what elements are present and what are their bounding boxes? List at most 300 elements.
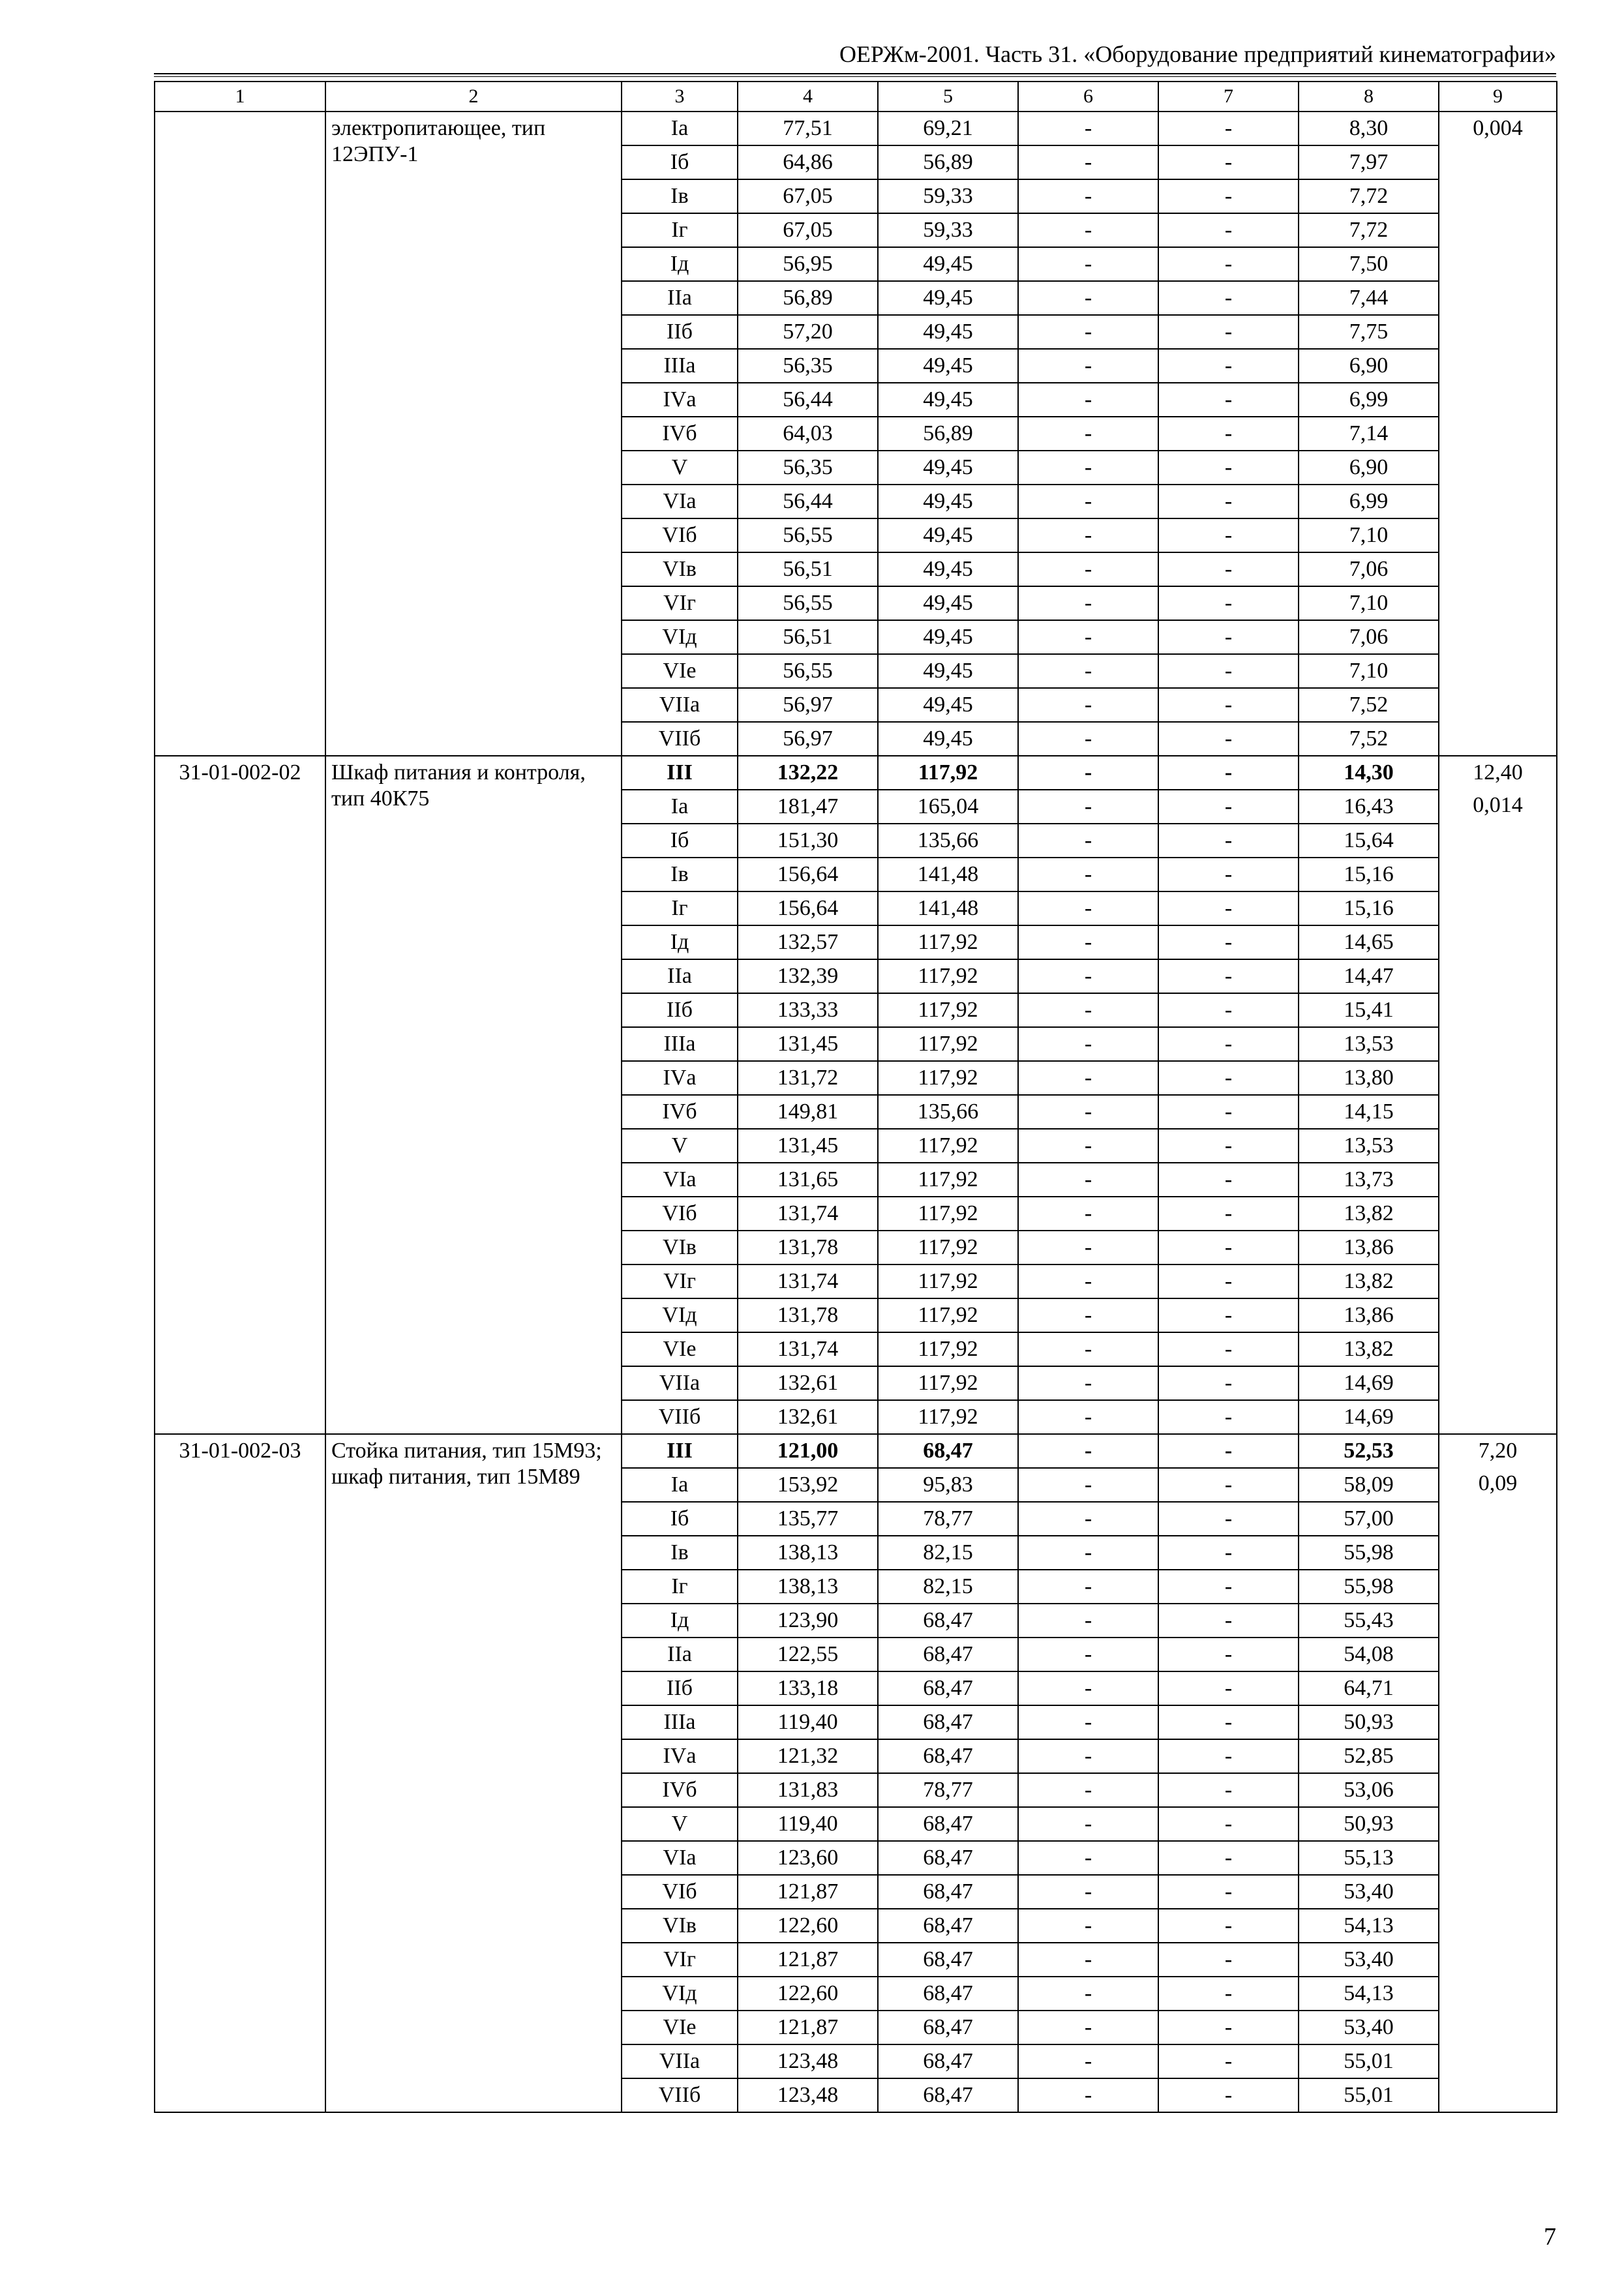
cell-col5: 135,66 bbox=[878, 824, 1018, 858]
cell-col7: - bbox=[1158, 925, 1299, 959]
cell-col8: 55,98 bbox=[1299, 1536, 1439, 1570]
equipment-name: электропитающее, тип 12ЭПУ-1 bbox=[325, 112, 622, 756]
page-number: 7 bbox=[1544, 2223, 1556, 2251]
zone-code: VIд bbox=[622, 1298, 738, 1332]
cell-col4: 56,35 bbox=[738, 349, 878, 383]
cell-col4: 56,44 bbox=[738, 485, 878, 518]
cell-col5: 49,45 bbox=[878, 247, 1018, 281]
cell-col7: - bbox=[1158, 1977, 1299, 2011]
cell-col4: 156,64 bbox=[738, 891, 878, 925]
cell-col7: - bbox=[1158, 1875, 1299, 1909]
zone-code: IIIа bbox=[622, 1027, 738, 1061]
cell-col6: - bbox=[1018, 2078, 1158, 2112]
cell-col5: 69,21 bbox=[878, 112, 1018, 145]
zone-code: Iа bbox=[622, 1468, 738, 1502]
cell-col6: - bbox=[1018, 824, 1158, 858]
cell-col7: - bbox=[1158, 586, 1299, 620]
cell-col4: 131,45 bbox=[738, 1129, 878, 1163]
cell-col6: - bbox=[1018, 485, 1158, 518]
cell-col5: 68,47 bbox=[878, 1671, 1018, 1705]
cell-col7: - bbox=[1158, 1536, 1299, 1570]
cell-col6: - bbox=[1018, 1332, 1158, 1366]
cell-col5: 141,48 bbox=[878, 891, 1018, 925]
cell-col8: 7,50 bbox=[1299, 247, 1439, 281]
cell-col6: - bbox=[1018, 145, 1158, 179]
cell-col8: 53,40 bbox=[1299, 2011, 1439, 2044]
zone-code: VIб bbox=[622, 1875, 738, 1909]
cell-col6: - bbox=[1018, 858, 1158, 891]
cell-col5: 117,92 bbox=[878, 1264, 1018, 1298]
cell-col7: - bbox=[1158, 1502, 1299, 1536]
zone-code: IVб bbox=[622, 417, 738, 451]
cell-col4: 131,65 bbox=[738, 1163, 878, 1197]
cell-col4: 57,20 bbox=[738, 315, 878, 349]
zone-code: VIIа bbox=[622, 688, 738, 722]
cell-col7: - bbox=[1158, 1468, 1299, 1502]
cell-col5: 49,45 bbox=[878, 586, 1018, 620]
cell-col7: - bbox=[1158, 1400, 1299, 1434]
cell-col5: 82,15 bbox=[878, 1536, 1018, 1570]
table-row bbox=[155, 1434, 1557, 1468]
cell-col6: - bbox=[1018, 1671, 1158, 1705]
cell-col4: 135,77 bbox=[738, 1502, 878, 1536]
cell-col8: 52,53 bbox=[1299, 1434, 1439, 1468]
cell-col6: - bbox=[1018, 417, 1158, 451]
cell-col5: 68,47 bbox=[878, 1943, 1018, 1977]
cell-col5: 117,92 bbox=[878, 1400, 1018, 1434]
cell-col8: 13,53 bbox=[1299, 1027, 1439, 1061]
zone-code: IVа bbox=[622, 1739, 738, 1773]
col9-value: 12,40 bbox=[1473, 760, 1523, 785]
cell-col4: 123,48 bbox=[738, 2044, 878, 2078]
cell-col8: 58,09 bbox=[1299, 1468, 1439, 1502]
zone-code: VIг bbox=[622, 1943, 738, 1977]
cell-col8: 6,90 bbox=[1299, 349, 1439, 383]
cell-col8: 13,86 bbox=[1299, 1231, 1439, 1264]
norm-code bbox=[155, 112, 325, 756]
col9-value: 0,09 bbox=[1478, 1471, 1518, 1495]
cell-col4: 119,40 bbox=[738, 1705, 878, 1739]
column-number: 6 bbox=[1018, 82, 1158, 112]
cell-col7: - bbox=[1158, 1807, 1299, 1841]
cell-col7: - bbox=[1158, 1231, 1299, 1264]
zone-code: IIа bbox=[622, 1638, 738, 1671]
zone-code: IIа bbox=[622, 959, 738, 993]
cell-col8: 55,01 bbox=[1299, 2078, 1439, 2112]
cell-col7: - bbox=[1158, 1570, 1299, 1604]
table-row bbox=[155, 756, 1557, 790]
cell-col4: 121,87 bbox=[738, 1875, 878, 1909]
cell-col7: - bbox=[1158, 722, 1299, 756]
cell-col7: - bbox=[1158, 2011, 1299, 2044]
zone-code: IVб bbox=[622, 1095, 738, 1129]
cell-col8: 6,99 bbox=[1299, 383, 1439, 417]
cell-col5: 117,92 bbox=[878, 1027, 1018, 1061]
zone-code: VIе bbox=[622, 1332, 738, 1366]
norm-code: 31-01-002-02 bbox=[155, 756, 325, 1434]
zone-code: Iа bbox=[622, 112, 738, 145]
column-number: 4 bbox=[738, 82, 878, 112]
cell-col4: 121,00 bbox=[738, 1434, 878, 1468]
cell-col7: - bbox=[1158, 1909, 1299, 1943]
cell-col4: 64,03 bbox=[738, 417, 878, 451]
cell-col4: 131,78 bbox=[738, 1231, 878, 1264]
cell-col4: 56,55 bbox=[738, 518, 878, 552]
cell-col8: 8,30 bbox=[1299, 112, 1439, 145]
cell-col4: 132,39 bbox=[738, 959, 878, 993]
cell-col7: - bbox=[1158, 349, 1299, 383]
cell-col8: 13,73 bbox=[1299, 1163, 1439, 1197]
cell-col8: 13,80 bbox=[1299, 1061, 1439, 1095]
cell-col8: 7,72 bbox=[1299, 213, 1439, 247]
cell-col4: 56,51 bbox=[738, 552, 878, 586]
cell-col8: 6,99 bbox=[1299, 485, 1439, 518]
cell-col5: 68,47 bbox=[878, 1638, 1018, 1671]
zone-code: VIа bbox=[622, 1841, 738, 1875]
zone-code: IIIа bbox=[622, 349, 738, 383]
cell-col4: 131,74 bbox=[738, 1197, 878, 1231]
column-number: 8 bbox=[1299, 82, 1439, 112]
zone-code: VIе bbox=[622, 2011, 738, 2044]
cell-col4: 64,86 bbox=[738, 145, 878, 179]
cell-col7: - bbox=[1158, 1739, 1299, 1773]
cell-col5: 68,47 bbox=[878, 1739, 1018, 1773]
zone-code: Iд bbox=[622, 247, 738, 281]
cell-col7: - bbox=[1158, 2078, 1299, 2112]
zone-code: Iб bbox=[622, 824, 738, 858]
zone-code: VIIа bbox=[622, 2044, 738, 2078]
cell-col4: 119,40 bbox=[738, 1807, 878, 1841]
zone-code: IIб bbox=[622, 315, 738, 349]
cell-col6: - bbox=[1018, 1400, 1158, 1434]
cell-col6: - bbox=[1018, 552, 1158, 586]
cell-col9 bbox=[1439, 112, 1557, 756]
zone-code: Iв bbox=[622, 858, 738, 891]
cell-col9 bbox=[1439, 1434, 1557, 2112]
cell-col8: 16,43 bbox=[1299, 790, 1439, 824]
zone-code: VIв bbox=[622, 1231, 738, 1264]
cell-col7: - bbox=[1158, 315, 1299, 349]
cell-col8: 14,30 bbox=[1299, 756, 1439, 790]
cell-col5: 117,92 bbox=[878, 1366, 1018, 1400]
zone-code: VIб bbox=[622, 518, 738, 552]
cell-col4: 122,60 bbox=[738, 1909, 878, 1943]
cell-col7: - bbox=[1158, 1943, 1299, 1977]
cell-col5: 95,83 bbox=[878, 1468, 1018, 1502]
page-header: ОЕРЖм-2001. Часть 31. «Оборудование предприятий кинематографии» bbox=[839, 41, 1556, 67]
column-number: 7 bbox=[1158, 82, 1299, 112]
cell-col4: 56,97 bbox=[738, 722, 878, 756]
cell-col5: 49,45 bbox=[878, 451, 1018, 485]
cell-col8: 13,82 bbox=[1299, 1332, 1439, 1366]
cell-col5: 117,92 bbox=[878, 1163, 1018, 1197]
cell-col8: 55,13 bbox=[1299, 1841, 1439, 1875]
column-number-row bbox=[155, 82, 1557, 112]
cell-col7: - bbox=[1158, 959, 1299, 993]
cell-col6: - bbox=[1018, 383, 1158, 417]
zone-code: Iг bbox=[622, 213, 738, 247]
cell-col5: 117,92 bbox=[878, 993, 1018, 1027]
zone-code: VIе bbox=[622, 654, 738, 688]
zone-code: IIIа bbox=[622, 1705, 738, 1739]
cell-col8: 50,93 bbox=[1299, 1705, 1439, 1739]
cell-col7: - bbox=[1158, 1163, 1299, 1197]
equipment-name: Стойка питания, тип 15М93; шкаф питания, тип 15М89 bbox=[325, 1434, 622, 2112]
cell-col7: - bbox=[1158, 891, 1299, 925]
cell-col6: - bbox=[1018, 1163, 1158, 1197]
cell-col8: 15,41 bbox=[1299, 993, 1439, 1027]
cell-col4: 131,45 bbox=[738, 1027, 878, 1061]
cell-col6: - bbox=[1018, 1638, 1158, 1671]
cell-col6: - bbox=[1018, 1570, 1158, 1604]
cell-col5: 56,89 bbox=[878, 145, 1018, 179]
cell-col5: 49,45 bbox=[878, 518, 1018, 552]
zone-code: VIг bbox=[622, 1264, 738, 1298]
zone-code: VIв bbox=[622, 552, 738, 586]
cell-col7: - bbox=[1158, 179, 1299, 213]
cell-col7: - bbox=[1158, 247, 1299, 281]
table-body bbox=[155, 82, 1557, 2112]
cell-col6: - bbox=[1018, 790, 1158, 824]
zone-code: VIа bbox=[622, 485, 738, 518]
cell-col8: 7,10 bbox=[1299, 654, 1439, 688]
cell-col8: 7,06 bbox=[1299, 620, 1439, 654]
cell-col5: 117,92 bbox=[878, 1231, 1018, 1264]
cell-col8: 13,82 bbox=[1299, 1197, 1439, 1231]
cell-col4: 122,60 bbox=[738, 1977, 878, 2011]
cell-col6: - bbox=[1018, 112, 1158, 145]
cell-col6: - bbox=[1018, 1027, 1158, 1061]
col9-value: 0,014 bbox=[1473, 793, 1523, 817]
zone-code: IVб bbox=[622, 1773, 738, 1807]
cell-col7: - bbox=[1158, 1197, 1299, 1231]
cell-col7: - bbox=[1158, 1604, 1299, 1638]
cell-col6: - bbox=[1018, 315, 1158, 349]
cell-col4: 138,13 bbox=[738, 1570, 878, 1604]
cell-col6: - bbox=[1018, 518, 1158, 552]
cell-col7: - bbox=[1158, 518, 1299, 552]
cell-col4: 131,74 bbox=[738, 1264, 878, 1298]
cell-col5: 49,45 bbox=[878, 552, 1018, 586]
cell-col6: - bbox=[1018, 1536, 1158, 1570]
column-number: 9 bbox=[1439, 82, 1557, 112]
cell-col7: - bbox=[1158, 112, 1299, 145]
cell-col6: - bbox=[1018, 1875, 1158, 1909]
cell-col4: 132,61 bbox=[738, 1400, 878, 1434]
cell-col6: - bbox=[1018, 179, 1158, 213]
zone-code: Iв bbox=[622, 179, 738, 213]
cell-col7: - bbox=[1158, 485, 1299, 518]
cell-col4: 132,61 bbox=[738, 1366, 878, 1400]
cell-col8: 55,01 bbox=[1299, 2044, 1439, 2078]
cell-col5: 56,89 bbox=[878, 417, 1018, 451]
cell-col4: 131,83 bbox=[738, 1773, 878, 1807]
cell-col4: 67,05 bbox=[738, 179, 878, 213]
cell-col6: - bbox=[1018, 1773, 1158, 1807]
cell-col8: 6,90 bbox=[1299, 451, 1439, 485]
cell-col6: - bbox=[1018, 586, 1158, 620]
cell-col6: - bbox=[1018, 891, 1158, 925]
cell-col4: 56,51 bbox=[738, 620, 878, 654]
cell-col5: 68,47 bbox=[878, 1977, 1018, 2011]
cell-col6: - bbox=[1018, 1366, 1158, 1400]
cell-col5: 68,47 bbox=[878, 1434, 1018, 1468]
cell-col6: - bbox=[1018, 1434, 1158, 1468]
cell-col8: 54,08 bbox=[1299, 1638, 1439, 1671]
zone-code: IIа bbox=[622, 281, 738, 315]
cell-col6: - bbox=[1018, 654, 1158, 688]
cell-col6: - bbox=[1018, 1841, 1158, 1875]
cell-col9 bbox=[1439, 756, 1557, 1434]
cell-col7: - bbox=[1158, 1298, 1299, 1332]
cell-col8: 7,44 bbox=[1299, 281, 1439, 315]
cell-col5: 49,45 bbox=[878, 620, 1018, 654]
cell-col7: - bbox=[1158, 654, 1299, 688]
cell-col5: 117,92 bbox=[878, 1061, 1018, 1095]
cell-col4: 156,64 bbox=[738, 858, 878, 891]
cell-col5: 68,47 bbox=[878, 1807, 1018, 1841]
zone-code: VIIб bbox=[622, 2078, 738, 2112]
cell-col4: 77,51 bbox=[738, 112, 878, 145]
cell-col5: 135,66 bbox=[878, 1095, 1018, 1129]
cell-col6: - bbox=[1018, 1264, 1158, 1298]
cell-col8: 14,47 bbox=[1299, 959, 1439, 993]
column-number: 1 bbox=[155, 82, 325, 112]
cell-col4: 123,90 bbox=[738, 1604, 878, 1638]
zone-code: IIб bbox=[622, 993, 738, 1027]
cell-col7: - bbox=[1158, 2044, 1299, 2078]
cell-col7: - bbox=[1158, 790, 1299, 824]
cell-col5: 68,47 bbox=[878, 1604, 1018, 1638]
cell-col8: 14,69 bbox=[1299, 1400, 1439, 1434]
cell-col5: 49,45 bbox=[878, 654, 1018, 688]
cell-col8: 7,10 bbox=[1299, 518, 1439, 552]
cell-col4: 56,97 bbox=[738, 688, 878, 722]
zone-code: V bbox=[622, 1129, 738, 1163]
cell-col8: 15,16 bbox=[1299, 891, 1439, 925]
cell-col7: - bbox=[1158, 1027, 1299, 1061]
cell-col4: 151,30 bbox=[738, 824, 878, 858]
cell-col4: 121,87 bbox=[738, 1943, 878, 1977]
cell-col6: - bbox=[1018, 1705, 1158, 1739]
cell-col7: - bbox=[1158, 1773, 1299, 1807]
cell-col7: - bbox=[1158, 281, 1299, 315]
cell-col6: - bbox=[1018, 1977, 1158, 2011]
cell-col7: - bbox=[1158, 620, 1299, 654]
cell-col5: 117,92 bbox=[878, 1332, 1018, 1366]
zone-code: V bbox=[622, 1807, 738, 1841]
cell-col7: - bbox=[1158, 1841, 1299, 1875]
cell-col5: 49,45 bbox=[878, 688, 1018, 722]
cell-col5: 68,47 bbox=[878, 2011, 1018, 2044]
cell-col8: 7,75 bbox=[1299, 315, 1439, 349]
zone-code: VIд bbox=[622, 1977, 738, 2011]
cell-col6: - bbox=[1018, 1739, 1158, 1773]
cell-col4: 131,72 bbox=[738, 1061, 878, 1095]
cell-col5: 117,92 bbox=[878, 1197, 1018, 1231]
cell-col8: 7,52 bbox=[1299, 722, 1439, 756]
cell-col4: 56,35 bbox=[738, 451, 878, 485]
cell-col6: - bbox=[1018, 1061, 1158, 1095]
cell-col4: 181,47 bbox=[738, 790, 878, 824]
cell-col8: 57,00 bbox=[1299, 1502, 1439, 1536]
cell-col5: 59,33 bbox=[878, 213, 1018, 247]
cell-col7: - bbox=[1158, 1638, 1299, 1671]
cell-col5: 49,45 bbox=[878, 383, 1018, 417]
cell-col6: - bbox=[1018, 722, 1158, 756]
cell-col6: - bbox=[1018, 1943, 1158, 1977]
cell-col6: - bbox=[1018, 1231, 1158, 1264]
cell-col5: 59,33 bbox=[878, 179, 1018, 213]
cell-col8: 55,98 bbox=[1299, 1570, 1439, 1604]
zone-code: III bbox=[622, 1434, 738, 1468]
zone-code: Iб bbox=[622, 1502, 738, 1536]
cell-col6: - bbox=[1018, 1129, 1158, 1163]
cell-col7: - bbox=[1158, 451, 1299, 485]
cell-col5: 117,92 bbox=[878, 1298, 1018, 1332]
cell-col6: - bbox=[1018, 756, 1158, 790]
cell-col6: - bbox=[1018, 1197, 1158, 1231]
rates-table bbox=[154, 81, 1557, 2113]
col9-value: 7,20 bbox=[1478, 1439, 1518, 1463]
cell-col4: 56,89 bbox=[738, 281, 878, 315]
cell-col8: 13,53 bbox=[1299, 1129, 1439, 1163]
cell-col7: - bbox=[1158, 145, 1299, 179]
cell-col8: 13,86 bbox=[1299, 1298, 1439, 1332]
cell-col5: 68,47 bbox=[878, 1875, 1018, 1909]
cell-col7: - bbox=[1158, 1671, 1299, 1705]
cell-col5: 117,92 bbox=[878, 925, 1018, 959]
zone-code: VIIа bbox=[622, 1366, 738, 1400]
zone-code: Iв bbox=[622, 1536, 738, 1570]
cell-col4: 122,55 bbox=[738, 1638, 878, 1671]
cell-col7: - bbox=[1158, 1061, 1299, 1095]
cell-col6: - bbox=[1018, 1468, 1158, 1502]
equipment-name: Шкаф питания и контроля, тип 40К75 bbox=[325, 756, 622, 1434]
cell-col4: 131,74 bbox=[738, 1332, 878, 1366]
cell-col7: - bbox=[1158, 552, 1299, 586]
cell-col5: 117,92 bbox=[878, 1129, 1018, 1163]
cell-col5: 68,47 bbox=[878, 1841, 1018, 1875]
cell-col8: 54,13 bbox=[1299, 1977, 1439, 2011]
cell-col8: 7,72 bbox=[1299, 179, 1439, 213]
cell-col5: 117,92 bbox=[878, 756, 1018, 790]
cell-col5: 165,04 bbox=[878, 790, 1018, 824]
zone-code: VIг bbox=[622, 586, 738, 620]
cell-col5: 82,15 bbox=[878, 1570, 1018, 1604]
cell-col8: 54,13 bbox=[1299, 1909, 1439, 1943]
cell-col8: 50,93 bbox=[1299, 1807, 1439, 1841]
cell-col5: 49,45 bbox=[878, 485, 1018, 518]
zone-code: V bbox=[622, 451, 738, 485]
cell-col8: 15,64 bbox=[1299, 824, 1439, 858]
cell-col7: - bbox=[1158, 824, 1299, 858]
cell-col8: 53,40 bbox=[1299, 1943, 1439, 1977]
cell-col8: 52,85 bbox=[1299, 1739, 1439, 1773]
cell-col4: 132,22 bbox=[738, 756, 878, 790]
zone-code: VIб bbox=[622, 1197, 738, 1231]
cell-col4: 123,60 bbox=[738, 1841, 878, 1875]
zone-code: IIб bbox=[622, 1671, 738, 1705]
cell-col6: - bbox=[1018, 925, 1158, 959]
cell-col6: - bbox=[1018, 993, 1158, 1027]
cell-col5: 49,45 bbox=[878, 315, 1018, 349]
cell-col4: 132,57 bbox=[738, 925, 878, 959]
cell-col7: - bbox=[1158, 1129, 1299, 1163]
cell-col4: 56,55 bbox=[738, 654, 878, 688]
cell-col5: 117,92 bbox=[878, 959, 1018, 993]
cell-col6: - bbox=[1018, 281, 1158, 315]
